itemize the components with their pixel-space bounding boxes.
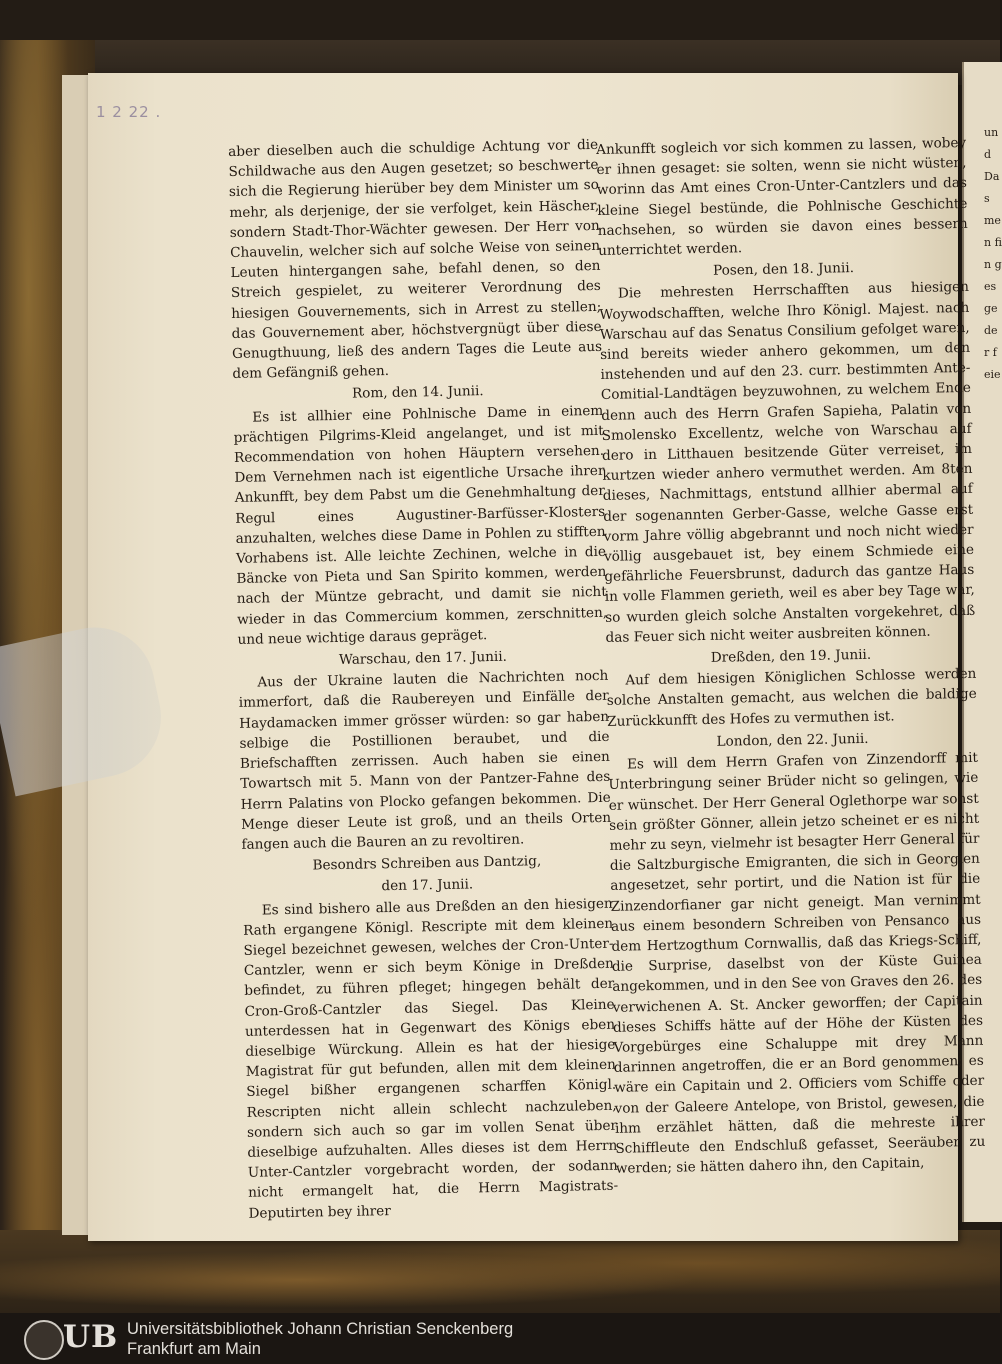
library-seal-icon bbox=[24, 1320, 64, 1360]
dateline: den 17. Junii. bbox=[381, 876, 474, 895]
handwritten-note: 1 2 22 . bbox=[96, 103, 162, 121]
dateline: Besondrs Schreiben aus Dantzig, bbox=[312, 853, 542, 874]
dateline: Rom, den 14. Junii. bbox=[351, 383, 484, 403]
article-paragraph: Es will dem Herrn Grafen von Zinzendorff mit Unterbringung seiner Brüder nicht so gelingen, wie er wünschet. Der Herr General Oglethorpe war sonst sein größter Gönner, allein jetzo scheinet er es nicht mehr zu seyn, vielmehr ist besagter Herr General für die Saltzburgische Emigranten, die sich in Georgien angesetzet, sehr portirt, und die Nation ist für die Zinzendorfianer gar nicht geneigt. Man vernimmt aus einem besondern Schreiben von Pensanco aus dem Hertzogthum Cornwallis, daß das Kriegs-Schiff, die Surprise, daselbst von der Küste Guinea angekommen, und in den See von Graves den 26. des verwichenen A. St. Ancker geworffen; der Capitain dieses Schiffs hätte auf der Höhe der Küsten des Vorgebürges eine Schaluppe mit drey Mann darinnen angetroffen, die er an Bord genommen; es wäre ein Capitain und 2. Officiers vom Schiffe oder von der Galeere Antelope, von Bristol, gewesen, die ihm erzählet hätten, daß die mehreste ihrer Schiffleute den Endschluß gefasset, Seeräuber zu werden; sie hätten dahero ihn, den Capitain, bbox=[608, 749, 986, 1177]
article-paragraph: Die mehresten Herrschafften aus hiesigen Woywodschafften, welche Ihro Königl. Majest. nach Warschau auf das Senatus Consilium gefolget waren, sind bereits wieder anhero gekommen, um den instehenden und auf den 23. curr. bestimmten Ante-Comitial-Landtägen beyzuwohnen, zu welchem Ende denn auch des Herrn Grafen Sapieha, Palatin von Smolensko Excellentz, welche von Warschau auf dero in Litthauen besitzende Güter verreiset, im kurtzen wieder anhero vermuthet werden. Am 8ten dieses, Nachmittags, entstund allhier abermal auf der sogenannten Gerber-Gasse, welche Gasse erst vorm Jahre völlig abgebrannt und noch nicht wieder völlig ausgebauet ist, bey einem Schmiede eine gefährliche Feuersbrunst, dadurch das gantze Haus in volle Flammen gerieth, weil es aber bey Tage war, so wurden gleich solche Anstalten vorgekehret, daß das Feuer sich nicht weiter ausbreiten können. bbox=[599, 279, 976, 646]
institution-city: Frankfurt am Main bbox=[127, 1340, 261, 1358]
institution-name: Universitätsbibliothek Johann Christian Senckenberg bbox=[127, 1320, 514, 1338]
dateline: Warschau, den 17. Junii. bbox=[338, 648, 508, 669]
dateline: London, den 22. Junii. bbox=[716, 730, 869, 750]
article-paragraph: Es sind bishero alle aus Dreßden an den hiesigen Rath ergangene Königl. Rescripte mit dem kleinen Siegel bezeichnet gewesen, welches der Cron-Unter-Cantzler, wenn er sich beym Könige in Dreßden befindet, zu führen pfleget; hingegen behält der Cron-Groß-Cantzler das Siegel. Das Kleine unterdessen hat in Gegenwart des Königs eben dieselbige Würckung. Allein es hat der hiesige Magistrat für gut befunden, allen mit dem kleinen Siegel bißher ergangenen scharffen Königl. Rescripten nicht allein schlecht nachzuleben, sondern sich auch so gar im vollen Senat über dieselbige aufzuhalten. Alles dieses ist dem Herrn Unter-Cantzler vorgebracht worden, der sodann nicht ermangelt hat, die Herrn Magistrats-Deputirten bey ihrer bbox=[242, 895, 619, 1222]
dateline: Dreßden, den 19. Junii. bbox=[710, 646, 872, 666]
article-paragraph: aber dieselben auch die schuldige Achtung vor die Schildwache aus den Augen gesetzet; so beschwerte sich die Regierung hierüber bey dem Minister um so mehr, als derjenige, der sie verfolget, kein Häscher, sondern Stadt-Thor-Wächter gewesen. Der Herr von Chauvelin, welcher sich auf solche Weise von seinen Leuten hintergangen sahe, befahl denen, so den Streich gespielet, zu weiterer Verordnung des hiesigen Gouvernements, sich in Arrest zu stellen; das Gouvernement aber, höchstvergnügt über diese Genugthuung, ließ des andern Tages die Leute aus dem Gefängniß gehen. bbox=[228, 136, 603, 383]
article-paragraph: Ankunfft sogleich vor sich kommen zu lassen, wobey er ihnen gesaget: sie solten, wenn sie nicht wüsten, worinn das Amt eines Cron-Unter-Cantzlers und das kleine Siegel bestünde, die Pohlnische Geschichte nachsehen, so würden sie davon eines bessern unterrichtet werden. bbox=[596, 134, 968, 259]
facing-page-text: und Das men fin ges ge der feie bbox=[984, 126, 1002, 381]
right-column bbox=[596, 133, 986, 1180]
book-cover-bottom bbox=[0, 1230, 1000, 1313]
article-paragraph: Auf dem hiesigen Königlichen Schlosse werden solche Anstalten gemacht, aus welchen die baldige Zurückkunfft des Hofes zu vermuthen ist. bbox=[606, 666, 977, 730]
article-paragraph: Aus der Ukraine lauten die Nachrichten noch immerfort, daß die Raubereyen und Einfälle der Haydamacken immer grösser würden: so gar haben selbige die Postillionen beraubet, und die Briefschafften zerrissen. Auch haben sie einen Towartsch mit 5. Mann von der Pantzer-Fahne des Herrn Palatins von Plocko gefangen bekommen. Die Menge dieser Leute ist groß, und an theils Orten fangen auch die Bauren an zu revoltiren. bbox=[238, 668, 612, 853]
library-logo[interactable]: UB bbox=[63, 1319, 119, 1355]
dateline: Posen, den 18. Junii. bbox=[712, 260, 855, 279]
left-column bbox=[228, 135, 619, 1225]
article-paragraph: Es ist allhier eine Pohlnische Dame in einem prächtigen Pilgrims-Kleid angelanget, und ist mit Recommendation von hohen Häuptern versehen. Dem Vernehmen nach ist eigentliche Ursache ihrer Ankunfft, bey dem Pabst um die Genehmhaltung der Regul eines Augustiner-Barfüsser-Klosters anzuhalten, welches diese Dame in Pohlen zu stifften Vorhabens ist. Alle leichte Zechinen, welche in die Bäncke von Pieta und San Spirito kommen, werden nach der Müntze gebracht, und damit sie nicht wieder in das Commercium kommen, zerschnitten, und neue wichtige daraus gepräget. bbox=[233, 402, 608, 648]
